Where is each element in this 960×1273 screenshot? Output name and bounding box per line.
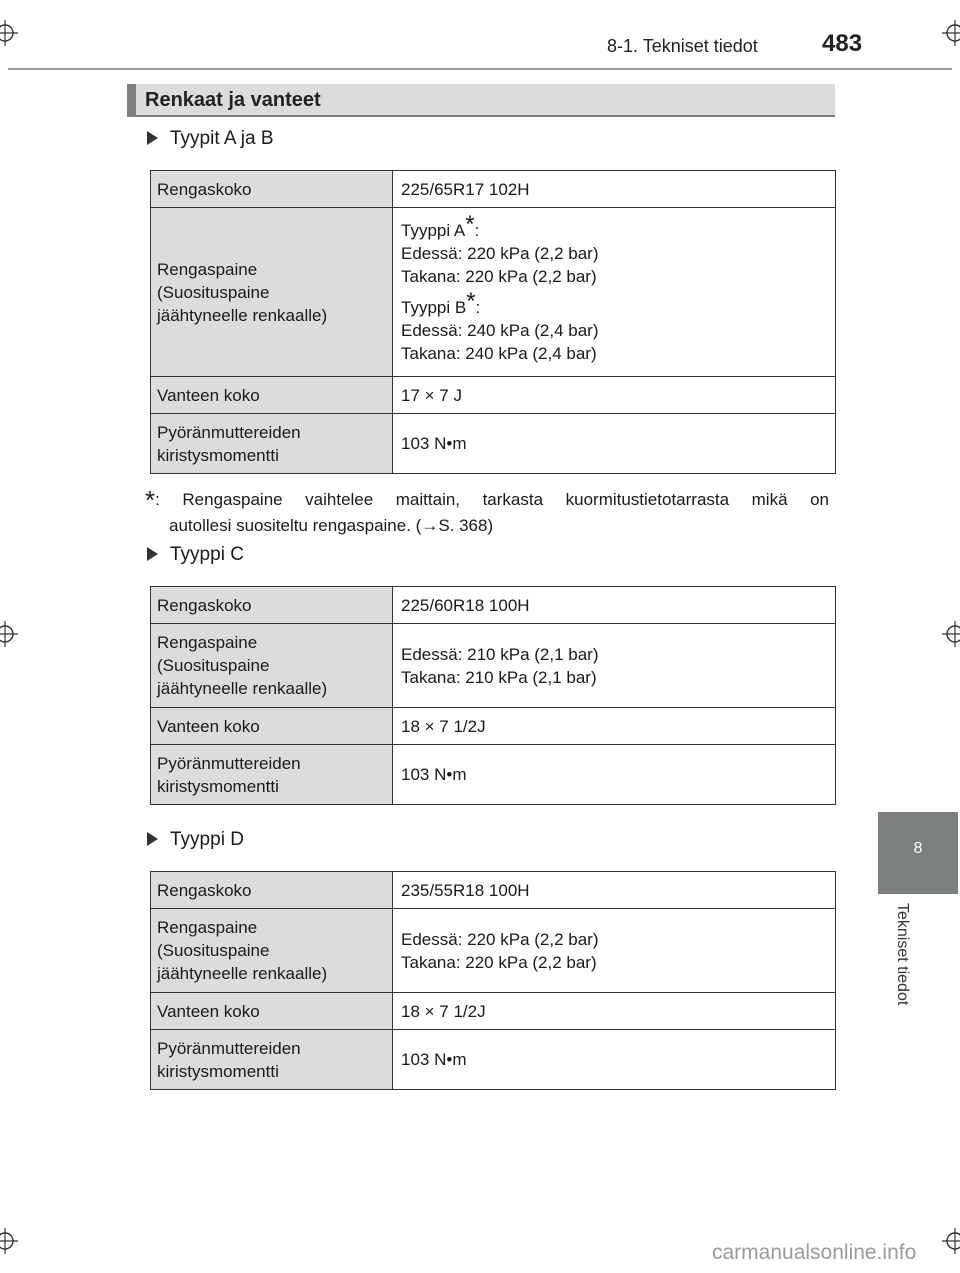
footnote-text-line2: autollesi suositeltu rengaspaine. (→S. 368) [169, 516, 494, 535]
footnote-text-line1: : Rengaspaine vaihtelee maittain, tarkasta kuormitustietotarrasta mikä on [155, 490, 829, 509]
row-value: 225/60R18 100H [393, 587, 836, 624]
table-row [151, 872, 836, 909]
table-row [151, 993, 836, 1030]
section-title: Renkaat ja vanteet [145, 89, 321, 111]
header-rule [8, 68, 952, 70]
triangle-bullet-icon [147, 832, 158, 846]
row-label: Rengaskoko [151, 587, 393, 624]
row-value: 103 N•m [393, 745, 836, 805]
triangle-bullet-icon [147, 547, 158, 561]
table-row [151, 208, 836, 377]
row-label: Vanteen koko [151, 993, 393, 1030]
table-row [151, 1030, 836, 1090]
row-value: Edessä: 210 kPa (2,1 bar) Takana: 210 kPa (2,1 bar) [393, 624, 836, 708]
row-value: 225/65R17 102H [393, 171, 836, 208]
footnote [145, 483, 829, 539]
chapter-title: Tekniset tiedot [894, 903, 911, 1006]
registration-mark-icon [0, 20, 18, 46]
row-value: Tyyppi A*: Edessä: 220 kPa (2,2 bar) Takana: 220 kPa (2,2 bar) Tyyppi B*: Edessä: 240 kPa (2,4 bar) Takana: 240 kPa (2,4 bar) [393, 208, 836, 377]
registration-mark-icon [0, 621, 18, 647]
row-value: 17 × 7 J [393, 377, 836, 414]
table-row [151, 708, 836, 745]
registration-mark-icon [942, 621, 960, 647]
row-label: Pyöränmuttereiden kiristysmomentti [151, 414, 393, 474]
chapter-number: 8 [913, 840, 923, 857]
row-label: Rengaspaine (Suosituspaine jäähtyneelle renkaalle) [151, 208, 393, 377]
registration-mark-icon [942, 1228, 960, 1254]
row-label: Rengaskoko [151, 171, 393, 208]
subsection-heading: Tyyppi C [147, 544, 244, 566]
page-number: 483 [822, 30, 863, 57]
row-label: Vanteen koko [151, 377, 393, 414]
footnote-mark: * [145, 485, 156, 515]
row-label: Vanteen koko [151, 708, 393, 745]
registration-mark-icon [0, 1228, 18, 1254]
table-row [151, 414, 836, 474]
table-row [151, 377, 836, 414]
table-row [151, 624, 836, 708]
watermark: carmanualsonline.info [712, 1241, 917, 1264]
row-label: Rengaspaine (Suosituspaine jäähtyneelle renkaalle) [151, 624, 393, 708]
row-value: 235/55R18 100H [393, 872, 836, 909]
subsection-heading: Tyypit A ja B [147, 128, 274, 150]
table-row [151, 171, 836, 208]
row-label: Pyöränmuttereiden kiristysmomentti [151, 745, 393, 805]
table-row [151, 587, 836, 624]
section-label: 8-1. Tekniset tiedot [607, 36, 758, 56]
row-value: 103 N•m [393, 1030, 836, 1090]
row-value: Edessä: 220 kPa (2,2 bar) Takana: 220 kPa (2,2 bar) [393, 909, 836, 993]
row-value: 18 × 7 1/2J [393, 993, 836, 1030]
row-label: Rengaskoko [151, 872, 393, 909]
table-row [151, 909, 836, 993]
registration-mark-icon [942, 20, 960, 46]
spec-table [150, 170, 836, 474]
spec-table [150, 871, 836, 1090]
table-row [151, 745, 836, 805]
triangle-bullet-icon [147, 131, 158, 145]
row-label: Rengaspaine (Suosituspaine jäähtyneelle renkaalle) [151, 909, 393, 993]
row-value: 103 N•m [393, 414, 836, 474]
row-value: 18 × 7 1/2J [393, 708, 836, 745]
subsection-heading: Tyyppi D [147, 829, 244, 851]
row-label: Pyöränmuttereiden kiristysmomentti [151, 1030, 393, 1090]
spec-table [150, 586, 836, 805]
